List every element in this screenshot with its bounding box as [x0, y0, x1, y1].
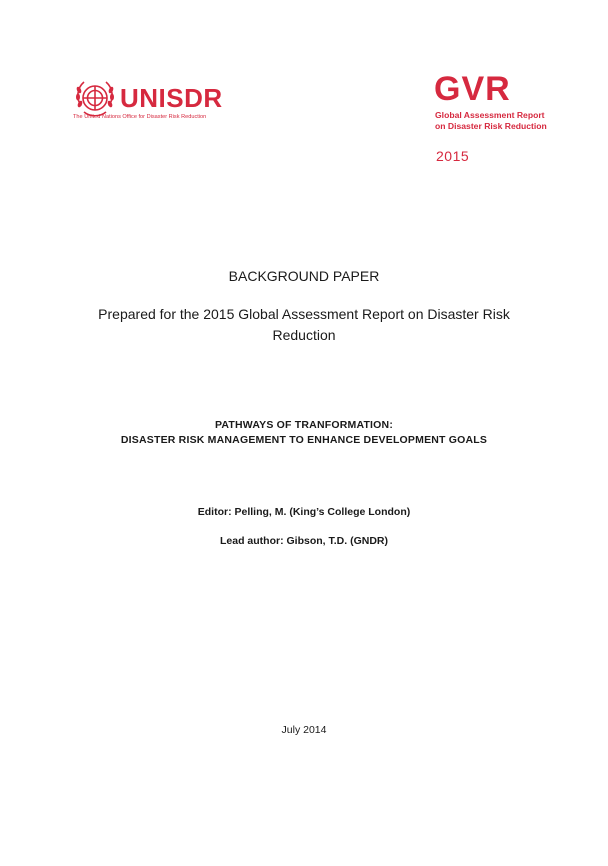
unisdr-logo — [72, 76, 232, 124]
prepared-line2: Reduction — [272, 327, 336, 343]
unisdr-wordmark: UNISDR — [120, 83, 223, 113]
gar-subtitle-line1: Global Assessment Report — [435, 110, 545, 120]
document-type-label: BACKGROUND PAPER — [228, 268, 380, 284]
title-line2: DISASTER RISK MANAGEMENT TO ENHANCE DEVELOPMENT GOALS — [120, 434, 488, 446]
gar-wordmark: GVR — [434, 70, 511, 108]
title-line1: PATHWAYS OF TRANFORMATION: — [214, 419, 394, 431]
lead-author-credit: Lead author: Gibson, T.D. (GNDR) — [220, 535, 388, 547]
publication-date: July 2014 — [281, 724, 327, 736]
editor-credit: Editor: Pelling, M. (King’s College London) — [197, 506, 411, 518]
unisdr-tagline: The United Nations Office for Disaster Risk Reduction — [73, 114, 207, 120]
gar-subtitle — [435, 110, 565, 131]
prepared-for-text — [40, 304, 568, 346]
gar-subtitle-line2: on Disaster Risk Reduction — [435, 120, 547, 131]
prepared-line1: Prepared for the 2015 Global Assessment Report on Disaster Risk — [98, 306, 510, 322]
gar-logo — [434, 70, 564, 166]
gar-year: 2015 — [436, 148, 470, 164]
document-title — [40, 418, 568, 448]
